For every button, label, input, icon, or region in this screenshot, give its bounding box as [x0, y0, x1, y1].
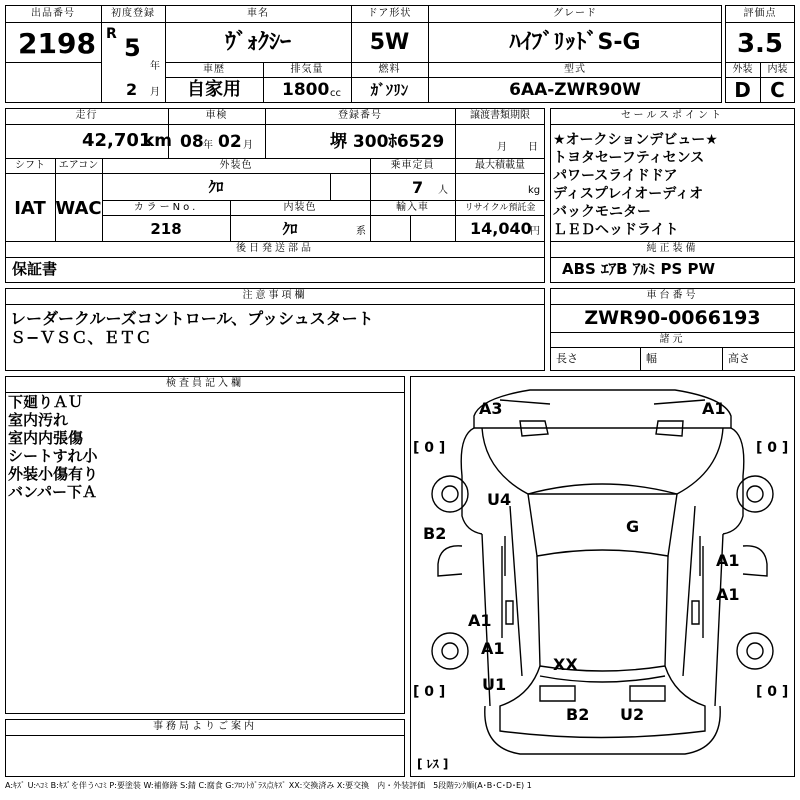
equipment-label: 純正装備 — [646, 243, 699, 254]
car-name-label: 車名 — [247, 8, 269, 19]
interior-color-label: 内装色 — [283, 202, 317, 213]
specs-label: 諸元 — [659, 334, 686, 345]
damage-mark: B2 — [566, 705, 590, 724]
damage-mark: U4 — [487, 490, 512, 509]
model: 6AA-ZWR90W — [509, 80, 641, 100]
ext-grade-label: 外装 — [732, 64, 753, 75]
damage-mark: A1 — [468, 611, 492, 630]
first-reg-label: 初度登録 — [111, 8, 155, 19]
inspection-year: 08 — [180, 132, 204, 152]
reg-month-unit: 月 — [150, 87, 160, 98]
car-outline — [410, 376, 795, 777]
damage-mark: A1 — [481, 639, 505, 658]
car-name: ｳﾞｫｸｼｰ — [224, 30, 291, 55]
color-no-label: カラーNo. — [133, 202, 199, 213]
lot-label: 出品番号 — [31, 8, 75, 19]
damage-mark: G — [626, 517, 640, 536]
spec-width-label: 幅 — [646, 352, 657, 365]
int-grade-label: 内装 — [767, 64, 788, 75]
spare-tire: [ ﾚｽ ] — [417, 757, 449, 771]
exterior-color: ｸﾛ — [208, 178, 224, 196]
inspector-note: 下廻りＡＵ — [8, 393, 84, 411]
reg-era: R — [106, 26, 117, 42]
fuel-label: 燃料 — [378, 64, 401, 75]
inspector-note: バンパー下Ａ — [8, 483, 97, 501]
sales-point-item: パワースライドドア — [553, 168, 678, 184]
ac-label: エアコン — [58, 160, 99, 171]
inspector-note: シートすれ小 — [8, 447, 98, 465]
caution-line: レーダークルーズコントロール、プッシュスタート — [10, 309, 374, 328]
damage-mark: B2 — [423, 524, 447, 543]
int-grade: C — [770, 78, 785, 102]
interior-color-unit: 系 — [356, 226, 366, 237]
caution-label: 注意事項欄 — [242, 290, 308, 301]
reg-month: 2 — [126, 80, 138, 99]
recycle-fee: 14,040 — [470, 219, 532, 238]
inspector-label: 検査員記入欄 — [166, 378, 244, 389]
interior-color: ｸﾛ — [282, 220, 298, 238]
sales-point-item: ★オークションデビュー★ — [553, 132, 718, 148]
capacity: 7 — [412, 178, 424, 197]
inspection-year-unit: 年 — [203, 140, 213, 151]
grade-label: グレード — [553, 8, 597, 19]
damage-mark: A3 — [479, 399, 503, 418]
office-label: 事務局よりご案内 — [153, 721, 257, 732]
capacity-unit: 人 — [438, 185, 448, 196]
plate-number: 堺 300ﾎ6529 — [330, 132, 445, 152]
sales-points-label: セールスポイント — [620, 110, 725, 121]
sales-point-item: トヨタセーフティセンス — [553, 150, 705, 166]
damage-mark: U2 — [620, 705, 645, 724]
tire-front-right: [ 0 ] — [756, 440, 789, 456]
plate-label: 登録番号 — [338, 110, 382, 121]
damage-mark: A1 — [716, 551, 740, 570]
door-type: 5W — [369, 30, 410, 55]
mileage: 42,701 — [82, 130, 152, 151]
chassis-label: 車台番号 — [646, 290, 699, 301]
damage-mark: U1 — [482, 675, 507, 694]
damage-mark: A1 — [702, 399, 726, 418]
model-label: 型式 — [564, 64, 586, 75]
air-conditioner: WAC — [55, 198, 102, 219]
tire-rear-right: [ 0 ] — [756, 684, 789, 700]
inspector-note: 室内汚れ — [8, 411, 69, 429]
damage-mark: A1 — [716, 585, 740, 604]
history: 自家用 — [187, 79, 241, 100]
equipment-value: ABS ｴｱB ｱﾙﾐ PS PW — [562, 260, 716, 278]
mileage-unit: km — [143, 131, 173, 151]
spec-height-label: 高さ — [728, 352, 750, 365]
sales-point-item: ＬＥＤヘッドライト — [553, 222, 679, 238]
grade: ﾊｲﾌﾞﾘｯﾄﾞS-G — [509, 30, 641, 55]
score-label: 評価点 — [743, 8, 777, 19]
capacity-label: 乗車定員 — [390, 160, 435, 171]
tire-rear-left: [ 0 ] — [413, 684, 446, 700]
recycle-label: リサイクル預託金 — [464, 203, 536, 213]
transfer-label: 譲渡書類期限 — [470, 110, 530, 121]
sales-point-item: ディスプレイオーディオ — [553, 186, 704, 202]
history-label: 車歴 — [203, 64, 225, 75]
fuel: ｶﾞｿﾘﾝ — [370, 81, 409, 99]
inspection-label: 車検 — [205, 110, 228, 121]
inspection-month-unit: 月 — [243, 140, 253, 151]
inspection-month: 02 — [218, 132, 242, 152]
door-label: ドア形状 — [367, 8, 412, 19]
shift-label: シフト — [15, 160, 45, 171]
displacement-unit: cc — [330, 88, 341, 99]
sales-point-item: バックモニター — [553, 204, 651, 220]
shift: IAT — [14, 198, 46, 219]
inspector-note: 室内内張傷 — [8, 429, 84, 447]
lot-number: 2198 — [18, 27, 96, 60]
damage-mark: XX — [553, 655, 578, 674]
max-load-label: 最大積載量 — [475, 160, 525, 171]
recycle-unit: 円 — [530, 226, 540, 237]
chassis-number: ZWR90-0066193 — [584, 307, 761, 329]
displacement: 1800 — [282, 80, 330, 100]
legend: A:ｷｽﾞ U:ﾍｺﾐ B:ｷｽﾞを伴うﾍｺﾐ P:要塗装 W:補修跡 S:錆 C:腐食 G:ﾌﾛﾝﾄｶﾞﾗｽ点ｷｽﾞ XX:交換済み X:要交換 内・外装評価 5段階ﾗﾝｸ順(A･B･C･D･E) 1 — [5, 781, 532, 790]
color-number: 218 — [150, 220, 182, 238]
later-parts-label: 後日発送部品 — [236, 243, 314, 254]
spec-length-label: 長さ — [556, 352, 578, 365]
transfer-month-unit: 月 — [497, 142, 507, 153]
caution-line: Ｓ−ＶＳＣ、ＥＴＣ — [10, 328, 152, 347]
color-label: 外装色 — [219, 160, 253, 171]
max-load-unit: kg — [528, 185, 541, 196]
score: 3.5 — [736, 29, 784, 59]
import-label: 輸入車 — [396, 202, 429, 213]
reg-year-unit: 年 — [150, 61, 160, 72]
mileage-label: 走行 — [75, 110, 98, 121]
ext-grade: D — [734, 78, 751, 102]
transfer-day-unit: 日 — [528, 142, 538, 153]
inspector-note: 外装小傷有り — [8, 465, 99, 483]
tire-front-left: [ 0 ] — [413, 440, 446, 456]
reg-year: 5 — [124, 34, 141, 62]
displacement-label: 排気量 — [290, 64, 324, 75]
later-parts-value: 保証書 — [12, 260, 58, 278]
